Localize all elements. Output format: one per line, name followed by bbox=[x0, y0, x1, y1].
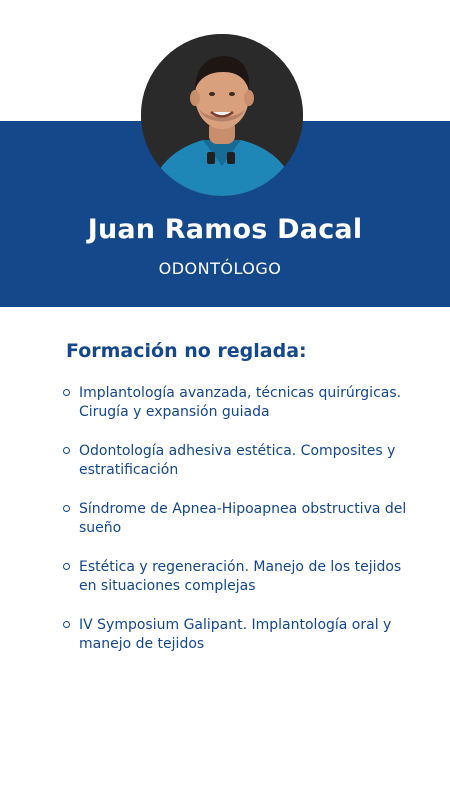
section-title: Formación no reglada: bbox=[66, 340, 307, 362]
doctor-role: ODONTÓLOGO bbox=[158, 259, 282, 278]
list-item-text: Odontología adhesiva estética. Composites y estratificación bbox=[79, 443, 396, 478]
profile-photo bbox=[141, 34, 303, 196]
list-item bbox=[62, 384, 412, 422]
list-item-text: Implantología avanzada, técnicas quirúrgicas. Cirugía y expansión guiada bbox=[79, 385, 402, 420]
list-item bbox=[62, 558, 412, 596]
bullet-circle-icon bbox=[63, 621, 70, 628]
bullet-circle-icon bbox=[63, 505, 70, 512]
training-list bbox=[62, 384, 412, 674]
list-item bbox=[62, 500, 412, 538]
list-item-text: IV Symposium Galipant. Implantología oral y manejo de tejidos bbox=[79, 617, 392, 652]
portrait-image bbox=[141, 34, 303, 196]
list-item bbox=[62, 616, 412, 654]
bullet-circle-icon bbox=[63, 563, 70, 570]
list-item-text: Síndrome de Apnea-Hipoapnea obstructiva del sueño bbox=[79, 501, 407, 536]
list-item bbox=[62, 442, 412, 480]
doctor-name: Juan Ramos Dacal bbox=[87, 214, 363, 245]
bullet-circle-icon bbox=[63, 389, 70, 396]
list-item-text: Estética y regeneración. Manejo de los tejidos en situaciones complejas bbox=[79, 559, 402, 594]
bullet-circle-icon bbox=[63, 447, 70, 454]
